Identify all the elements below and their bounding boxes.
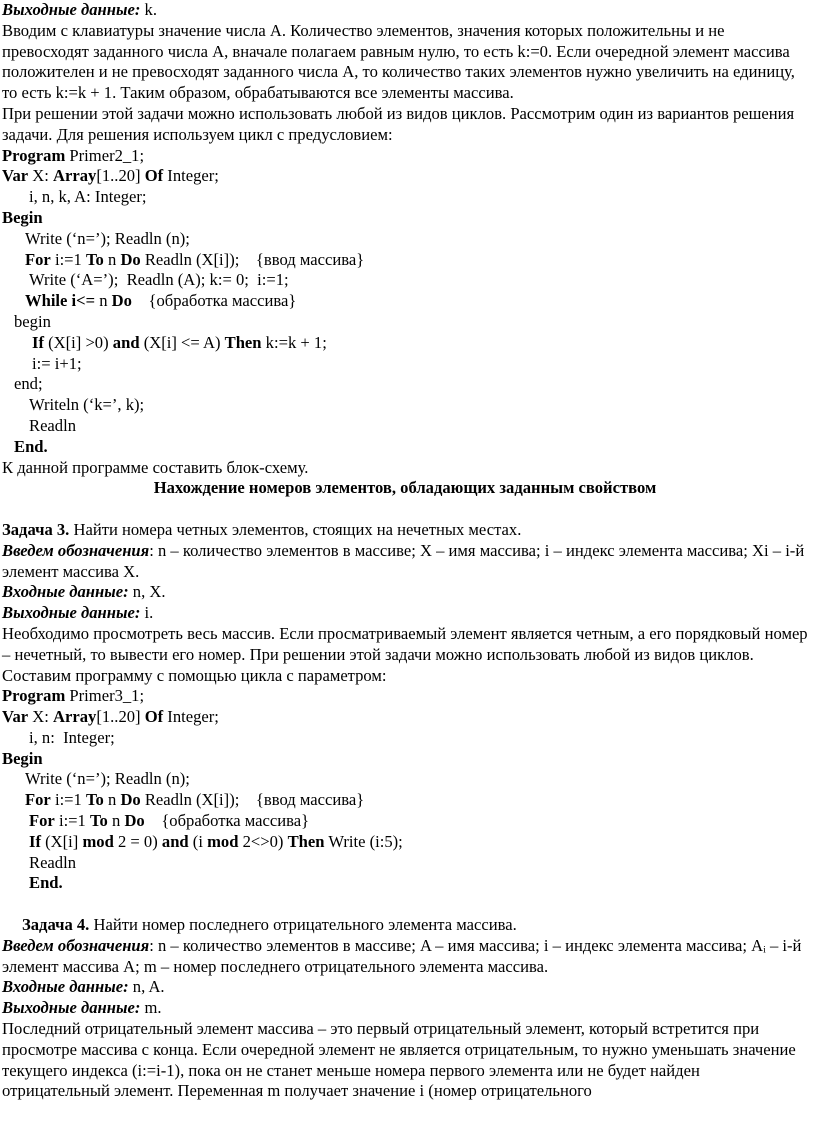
code-line: Readln [29,852,77,872]
section-heading: Нахождение номеров элементов, обладающих заданным свойством [153,478,657,498]
program-primer2-1 [2,146,808,458]
code-line: Var X: Array[1..20] Of Integer; [2,707,219,727]
code-line: Program Primer3_1; [2,686,145,706]
code-line: While i<= n Do {обработка массива} [25,291,297,311]
code-line: Begin [2,748,43,768]
code-line: end; [14,374,43,394]
code-line: i, n, k, A: Integer; [29,187,147,207]
paragraph-counting: Вводим с клавиатуры значение числа A. Количество элементов, значения которых положительны и не превосходят заданного числа A, вначале полагаем равным нулю, то есть k:=0. Если очередной элемент массива положителен и не превосходят заданного числа A, то количество таких элементов нужно увеличить на единицу, то есть k:=k + 1. Таким образом, обрабатываются все элементы массива. [2,20,795,103]
code-line: i:= i+1; [32,353,82,373]
code-line: End. [29,873,63,893]
code-line: For i:=1 To n Do {обработка массива} [29,811,310,831]
task-4 [2,915,808,1102]
code-line: Write (‘n=’); Readln (n); [25,769,190,789]
code-line: Begin [2,207,43,227]
code-line: If (X[i] mod 2 = 0) and (i mod 2<>0) Then Write (i:5); [29,831,403,851]
task-4-title: Задача 4. Найти номер последнего отрицательного элемента массива. [22,915,517,935]
spacer [2,499,808,520]
program-primer3-1 [2,686,808,894]
spacer [2,894,808,915]
task-3 [2,520,808,686]
code-line: i, n: Integer; [29,727,115,747]
code-line: End. [14,436,48,456]
code-line: If (X[i] >0) and (X[i] <= A) Then k:=k + 1; [32,332,327,352]
task-4-output: Выходные данные: m. [2,998,162,1018]
paragraph-loop-choice: При решении этой задачи можно использовать любой из видов циклов. Рассмотрим один из вариантов решения задачи. Для решения используем цикл с предусловием: [2,103,795,144]
code-line: Write (‘A=’); Readln (A); k:= 0; i:=1; [29,270,289,290]
task-3-output: Выходные данные: i. [2,603,154,623]
output-data-line: Выходные данные: k. [2,0,157,19]
code-line: Program Primer2_1; [2,145,145,165]
task-4-paragraph: Последний отрицательный элемент массива – это первый отрицательный элемент, который встретится при просмотре массива с конца. Если очередной элемент не является отрицательным, то нужно уменьшать значение текущего индекса (i:=i-1), пока он не станет меньше номера первого элемента или не будет найден отрицательный элемент. Переменная m получает значение i (номер отрицательного [2,1019,796,1101]
task-3-title: Задача 3. Найти номера четных элементов, стоящих на нечетных местах. [2,519,522,539]
task-4-notation: Введем обозначения: n – количество элементов в массиве; A – имя массива; i – индекс элемента массива; Aᵢ – i-й элемент массива A; m – номер последнего отрицательного элемента массива. [2,935,802,976]
flowchart-instruction: К данной программе составить блок-схему. [2,457,309,477]
code-line: For i:=1 To n Do Readln (X[i]); {ввод массива} [25,790,365,810]
code-line: Readln [29,415,77,435]
task-3-notation: Введем обозначения: n – количество элементов в массиве; X – имя массива; i – индекс элемента массива; Xi – i-й элемент массива X. [2,540,805,581]
code-line: begin [14,311,51,331]
task-3-input: Входные данные: n, X. [2,582,166,602]
task-3-paragraph: Необходимо просмотреть весь массив. Если просматриваемый элемент является четным, а его порядковый номер – нечетный, то вывести его номер. При решении этой задачи можно использовать любой из видов циклов. [2,623,808,664]
code-line: For i:=1 To n Do Readln (X[i]); {ввод массива} [25,249,365,269]
code-line: Write (‘n=’); Readln (n); [25,228,190,248]
code-line: Writeln (‘k=’, k); [29,395,145,415]
code-line: Var X: Array[1..20] Of Integer; [2,166,219,186]
task-3-paragraph-2: Составим программу с помощью цикла с параметром: [2,665,387,685]
task-4-input: Входные данные: n, A. [2,977,165,997]
